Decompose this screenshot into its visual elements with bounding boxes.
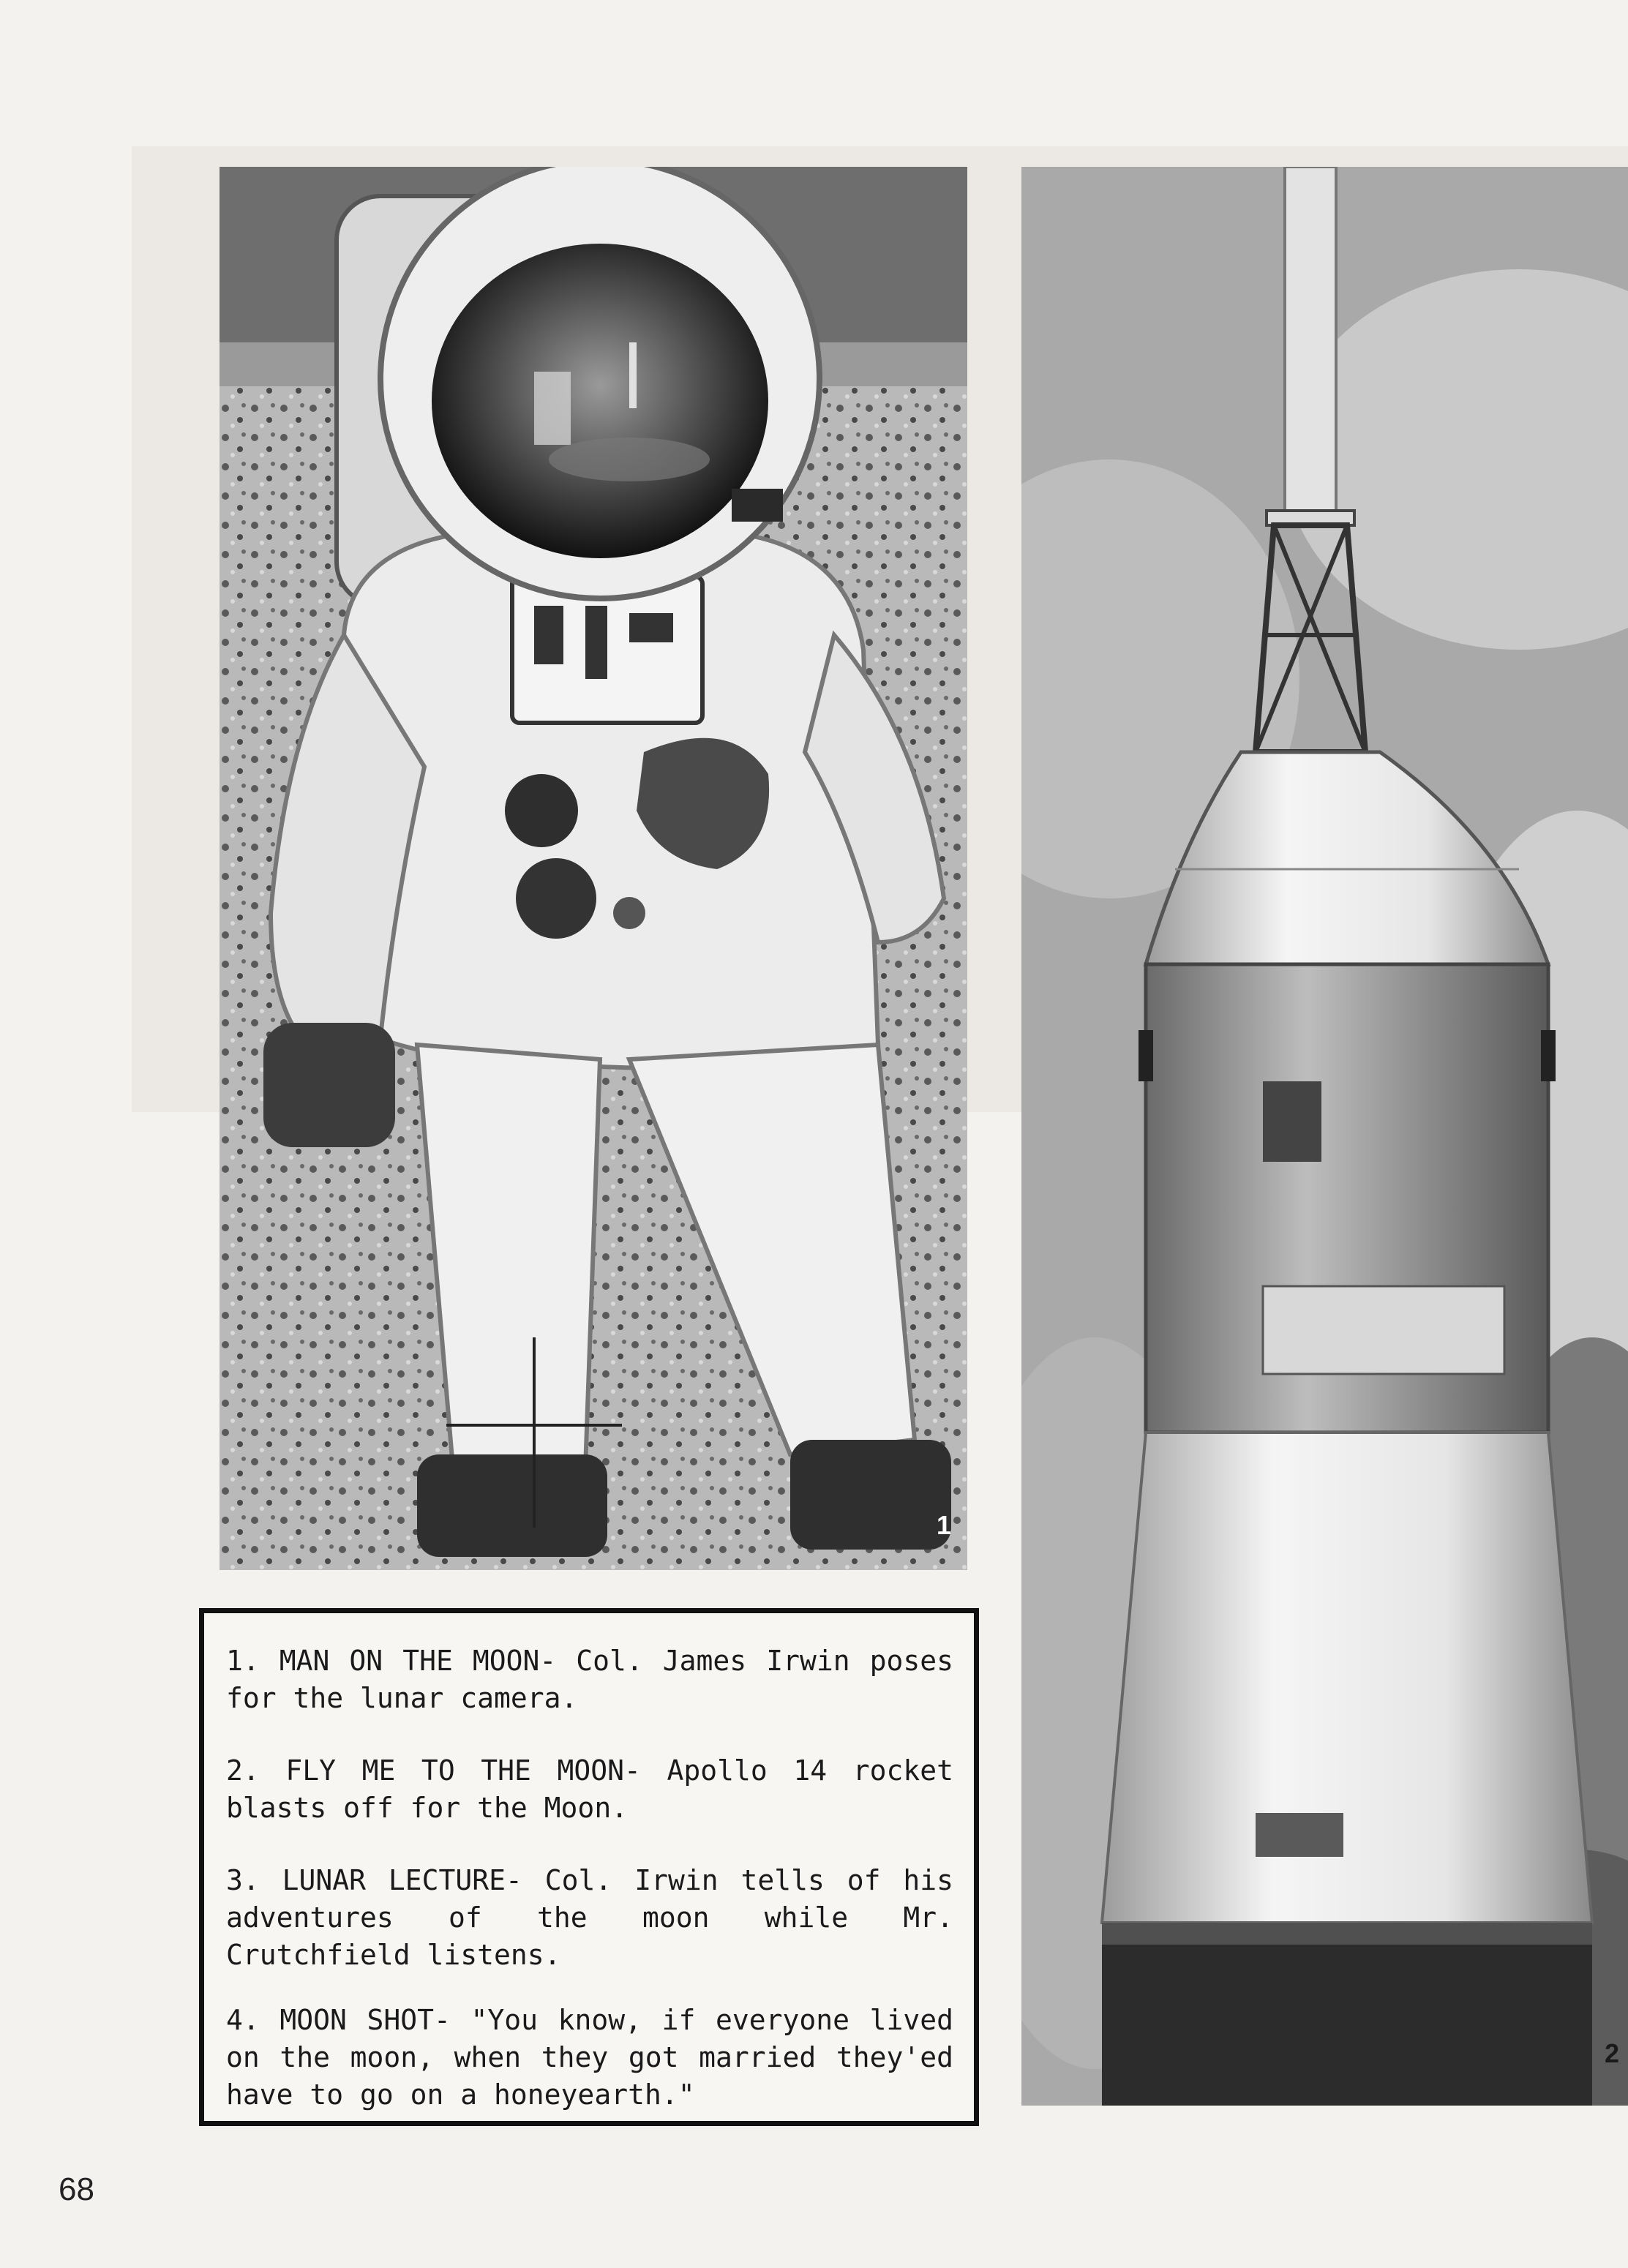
apollo-rocket-icon	[1021, 167, 1628, 2106]
photo-number-2: 2	[1604, 2038, 1619, 2068]
astronaut-on-moon-icon	[220, 167, 967, 1570]
rocket-photo	[1021, 167, 1628, 2106]
caption-3: 3. LUNAR LECTURE- Col. Irwin tells of his adventures of the moon while Mr. Crutchfield listens.	[226, 1864, 953, 1971]
caption-1: 1. MAN ON THE MOON- Col. James Irwin poses for the lunar camera.	[226, 1645, 953, 1714]
caption-2: 2. FLY ME TO THE MOON- Apollo 14 rocket blasts off for the Moon.	[226, 1754, 953, 1824]
caption-4: 4. MOON SHOT- "You know, if everyone lived on the moon, when they got married they'ed have to go on a honeyearth."	[226, 2004, 953, 2111]
astronaut-photo	[220, 167, 967, 1570]
photo-number-1: 1	[936, 1510, 951, 1540]
caption-box	[199, 1608, 979, 2126]
page-number: 68	[59, 2171, 94, 2207]
